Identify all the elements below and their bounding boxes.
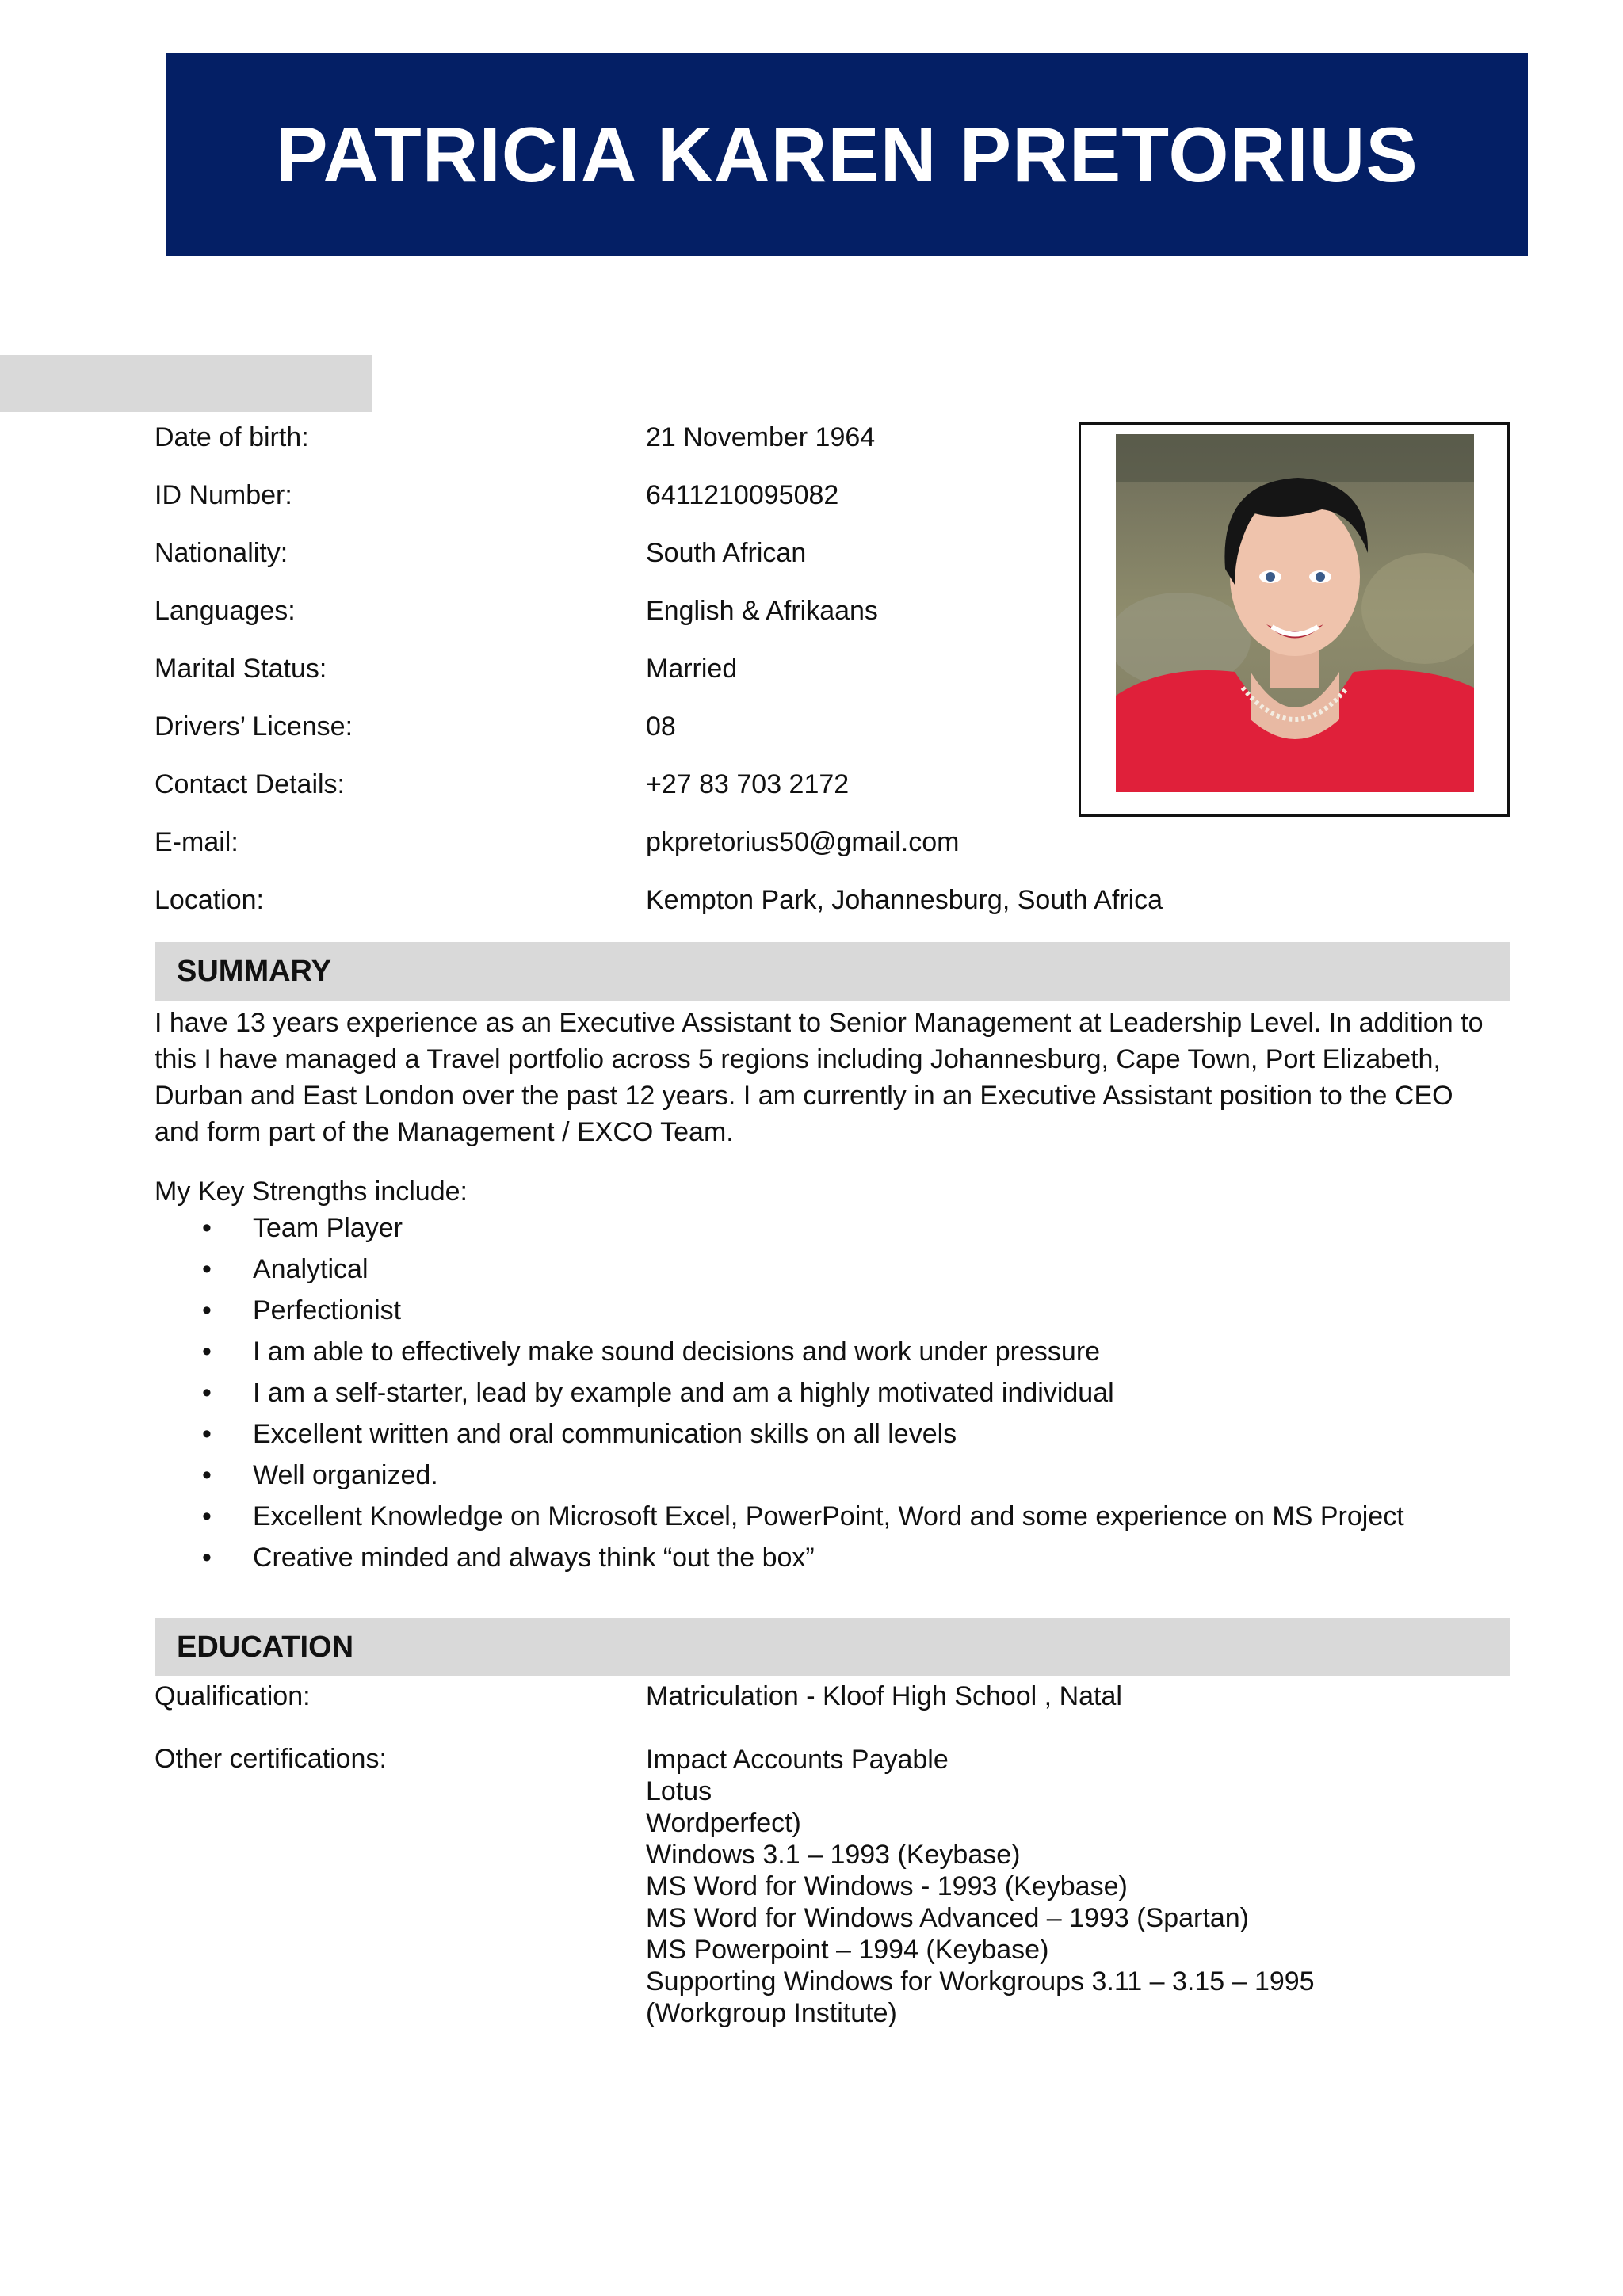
certifications-label: Other certifications: — [155, 1744, 387, 1774]
bullet-icon: • — [202, 1254, 212, 1284]
list-item: MS Word for Windows - 1993 (Keybase) — [646, 1871, 1128, 1901]
name-header — [166, 53, 1528, 256]
list-item: MS Word for Windows Advanced – 1993 (Spartan) — [646, 1903, 1249, 1933]
strength-text: Well organized. — [253, 1460, 438, 1490]
detail-value: South African — [646, 538, 807, 568]
detail-row-location — [155, 885, 1185, 943]
bullet-icon: • — [202, 1213, 212, 1243]
list-item: Lotus — [646, 1776, 712, 1806]
profile-photo-frame — [1079, 422, 1510, 817]
bullet-icon: • — [202, 1501, 212, 1531]
list-item — [155, 1210, 1510, 1251]
list-item: MS Powerpoint – 1994 (Keybase) — [646, 1935, 1049, 1965]
summary-paragraph: I have 13 years experience as an Executive Assistant to Senior Management at Leadership Level. In addition to this I have managed a Travel portfolio across 5 regions including Johannesburg, Cape Town, Port Elizabeth, Durban and East London over the past 12 years. I am currently in an Executive Assistant position to the CEO and form part of the Management / EXCO Team. — [155, 1008, 1484, 1147]
list-item: Wordperfect) — [646, 1808, 801, 1838]
detail-value: Married — [646, 654, 738, 684]
detail-label: ID Number: — [155, 480, 292, 510]
list-item — [155, 1375, 1510, 1416]
bullet-icon: • — [202, 1378, 212, 1408]
bullet-icon: • — [202, 1543, 212, 1573]
detail-label: Date of birth: — [155, 422, 309, 452]
strength-text: I am a self-starter, lead by example and am a highly motivated individual — [253, 1378, 1114, 1408]
detail-value: +27 83 703 2172 — [646, 769, 850, 799]
detail-row-marital-status — [155, 654, 1185, 711]
portrait-illustration — [1116, 434, 1474, 792]
personal-details — [155, 422, 1185, 943]
profile-photo — [1116, 434, 1474, 792]
bullet-icon: • — [202, 1419, 212, 1449]
detail-label: Location: — [155, 885, 264, 915]
detail-label: E-mail: — [155, 827, 239, 857]
detail-value: English & Afrikaans — [646, 596, 878, 626]
bullet-icon: • — [202, 1337, 212, 1367]
strength-text: Analytical — [253, 1254, 369, 1284]
qualification-value: Matriculation - Kloof High School , Natal — [646, 1681, 1122, 1711]
detail-label: Marital Status: — [155, 654, 327, 684]
list-item — [155, 1539, 1510, 1581]
detail-label: Languages: — [155, 596, 296, 626]
certifications-list — [646, 1744, 1315, 2029]
detail-label: Drivers’ License: — [155, 711, 353, 742]
list-item: (Workgroup Institute) — [646, 1998, 897, 2028]
detail-value: 6411210095082 — [646, 480, 839, 510]
detail-value: 08 — [646, 711, 676, 742]
strength-text: Creative minded and always think “out the box” — [253, 1543, 815, 1573]
summary-heading: SUMMARY — [177, 954, 331, 988]
strength-text: Perfectionist — [253, 1295, 402, 1325]
decorative-bar — [0, 355, 372, 412]
list-item: Windows 3.1 – 1993 (Keybase) — [646, 1840, 1021, 1870]
list-item — [155, 1498, 1510, 1539]
detail-label: Nationality: — [155, 538, 288, 568]
list-item — [155, 1333, 1510, 1375]
strength-text: Excellent written and oral communication skills on all levels — [253, 1419, 957, 1449]
detail-row-languages — [155, 596, 1185, 654]
list-item — [155, 1416, 1510, 1457]
detail-row-nationality — [155, 538, 1185, 596]
strength-text: Excellent Knowledge on Microsoft Excel, PowerPoint, Word and some experience on MS Project — [253, 1501, 1404, 1531]
candidate-name: PATRICIA KAREN PRETORIUS — [276, 110, 1419, 198]
list-item: Impact Accounts Payable — [646, 1745, 949, 1775]
bullet-icon: • — [202, 1295, 212, 1325]
detail-row-id — [155, 480, 1185, 538]
qualification-label: Qualification: — [155, 1681, 311, 1711]
strengths-list — [155, 1210, 1510, 1581]
list-item — [155, 1251, 1510, 1292]
detail-value: pkpretorius50@gmail.com — [646, 827, 960, 857]
strengths-intro: My Key Strengths include: — [155, 1177, 468, 1207]
detail-label: Contact Details: — [155, 769, 345, 799]
bullet-icon: • — [202, 1460, 212, 1490]
education-section-header — [155, 1618, 1510, 1676]
list-item — [155, 1457, 1510, 1498]
detail-value: Kempton Park, Johannesburg, South Africa — [646, 885, 1163, 915]
list-item: Supporting Windows for Workgroups 3.11 – 3.15 – 1995 — [646, 1966, 1315, 1997]
education-heading: EDUCATION — [177, 1630, 354, 1664]
detail-row-contact — [155, 769, 1185, 827]
detail-row-dob — [155, 422, 1185, 480]
detail-row-email — [155, 827, 1185, 885]
detail-row-drivers-license — [155, 711, 1185, 769]
strength-text: Team Player — [253, 1213, 403, 1243]
list-item — [155, 1292, 1510, 1333]
detail-value: 21 November 1964 — [646, 422, 876, 452]
strength-text: I am able to effectively make sound decisions and work under pressure — [253, 1337, 1101, 1367]
summary-section-header — [155, 942, 1510, 1001]
